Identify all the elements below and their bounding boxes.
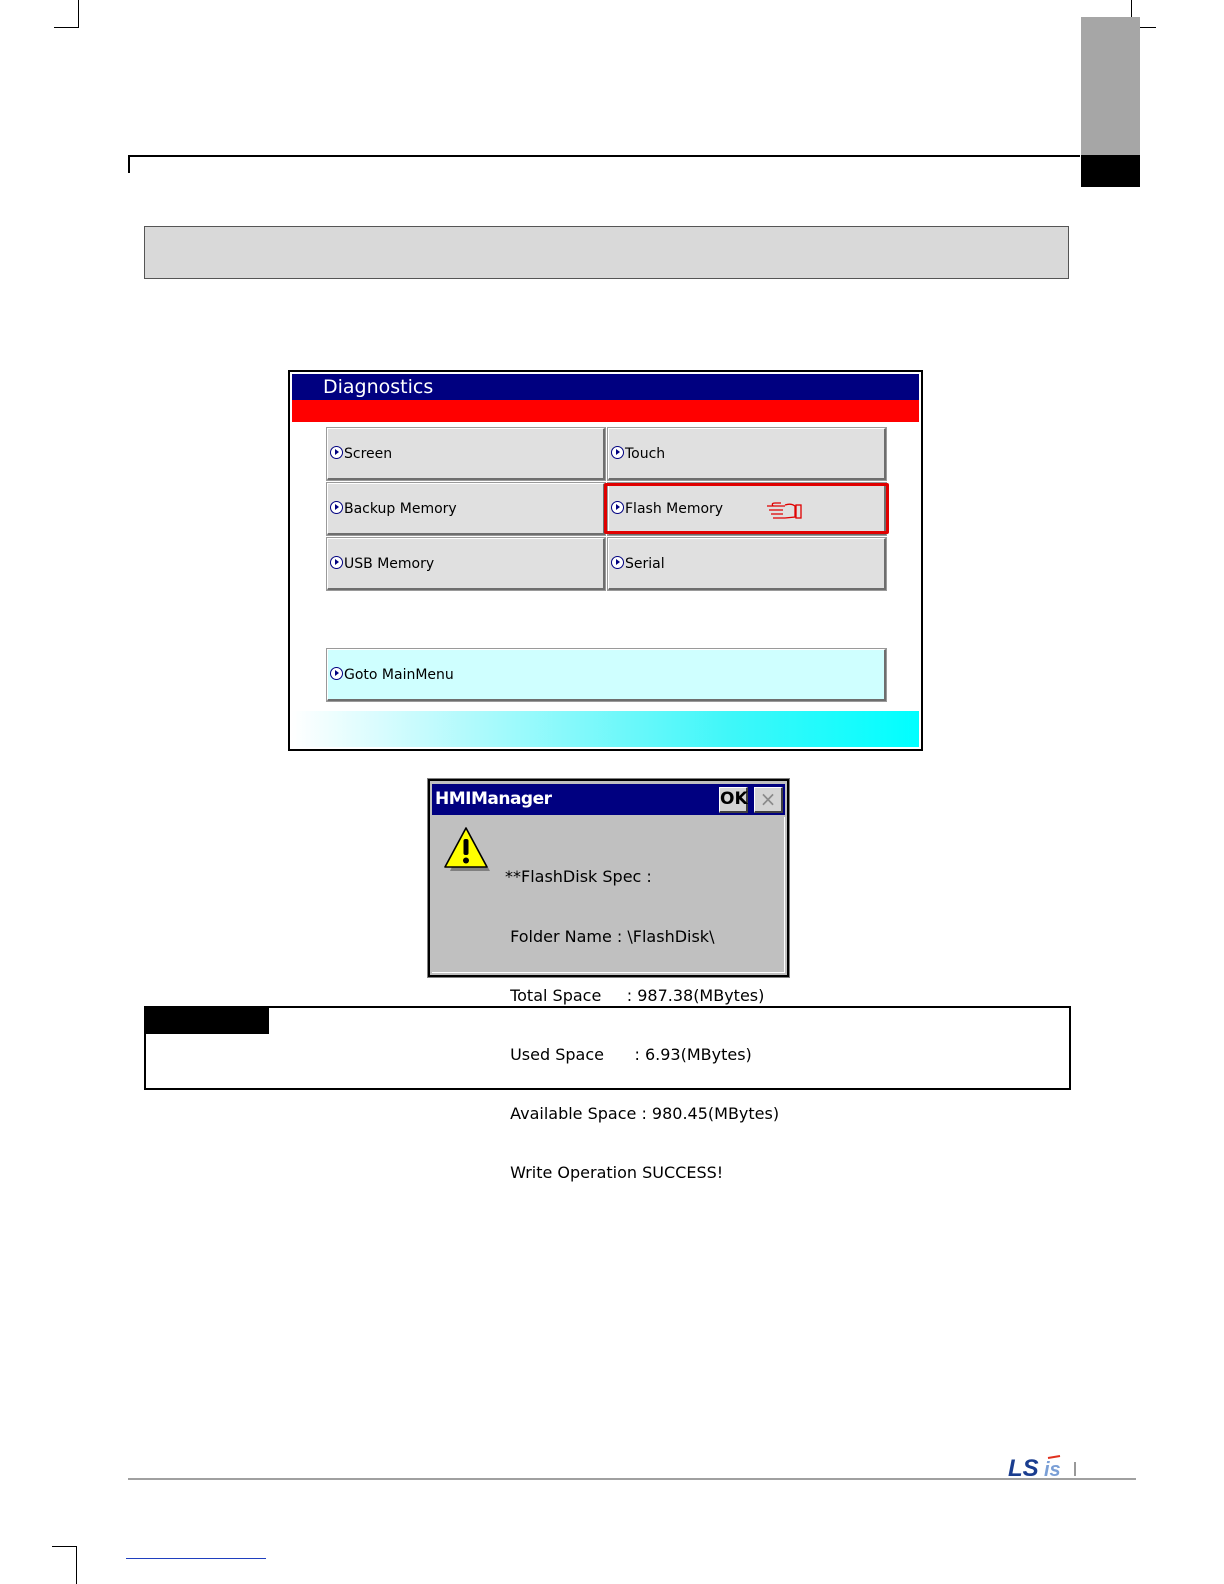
bottom-gradient-bar	[292, 711, 919, 747]
header-tick	[128, 155, 130, 173]
dialog-line: Used Space : 6.93(MBytes)	[505, 1044, 752, 1064]
arrow-icon	[611, 446, 624, 459]
backup-memory-button[interactable]	[327, 483, 605, 535]
title-red-bar	[292, 400, 919, 422]
arrow-icon	[330, 556, 343, 569]
dialog-line: **FlashDisk Spec :	[505, 867, 652, 887]
dialog-line: Total Space : 987.38(MBytes)	[505, 985, 765, 1005]
crop-mark	[78, 0, 79, 27]
svg-text:is: is	[1044, 1459, 1061, 1480]
dialog-title: HMIManager	[435, 789, 552, 809]
ls-is-logo	[1008, 1454, 1088, 1480]
crop-mark	[52, 1546, 77, 1547]
arrow-icon	[330, 446, 343, 459]
chapter-tab-marker	[1081, 155, 1140, 187]
footer-link-underline	[126, 1558, 266, 1559]
chapter-tab	[1081, 17, 1140, 155]
warning-icon	[442, 825, 492, 873]
header-rule	[128, 155, 1080, 157]
usb-memory-button-label: USB Memory	[344, 556, 435, 572]
goto-mainmenu-label: Goto MainMenu	[344, 667, 454, 683]
screen-button-label: Screen	[344, 446, 393, 462]
selection-highlight	[604, 483, 889, 534]
flash-memory-button-label: Flash Memory	[625, 501, 724, 517]
arrow-icon	[611, 556, 624, 569]
section-banner	[144, 226, 1069, 279]
screen-button[interactable]	[327, 428, 605, 480]
touch-button[interactable]	[608, 428, 886, 480]
hmimanager-dialog	[428, 779, 789, 1182]
serial-button[interactable]	[608, 538, 886, 590]
arrow-icon	[330, 501, 343, 514]
dialog-line: Write Operation SUCCESS!	[505, 1162, 724, 1182]
crop-mark	[76, 1546, 77, 1584]
usb-memory-button[interactable]	[327, 538, 605, 590]
arrow-icon	[330, 667, 343, 680]
footer-rule	[128, 1478, 1136, 1480]
goto-mainmenu-button[interactable]	[327, 649, 886, 701]
touch-button-label: Touch	[625, 446, 666, 462]
crop-mark	[54, 27, 79, 28]
diagnostics-title: Diagnostics	[292, 374, 919, 400]
svg-text:LS: LS	[1008, 1455, 1039, 1480]
note-tab	[146, 1008, 269, 1034]
backup-memory-button-label: Backup Memory	[344, 501, 457, 517]
serial-button-label: Serial	[625, 556, 665, 572]
close-button[interactable]: ×	[754, 787, 783, 813]
dialog-title-bar	[432, 784, 785, 815]
dialog-line: Folder Name : \FlashDisk\	[505, 926, 715, 946]
diagnostics-window	[288, 370, 923, 751]
note-box	[144, 1006, 1071, 1090]
ok-button[interactable]: OK	[719, 787, 748, 813]
dialog-line: Available Space : 980.45(MBytes)	[505, 1103, 780, 1123]
